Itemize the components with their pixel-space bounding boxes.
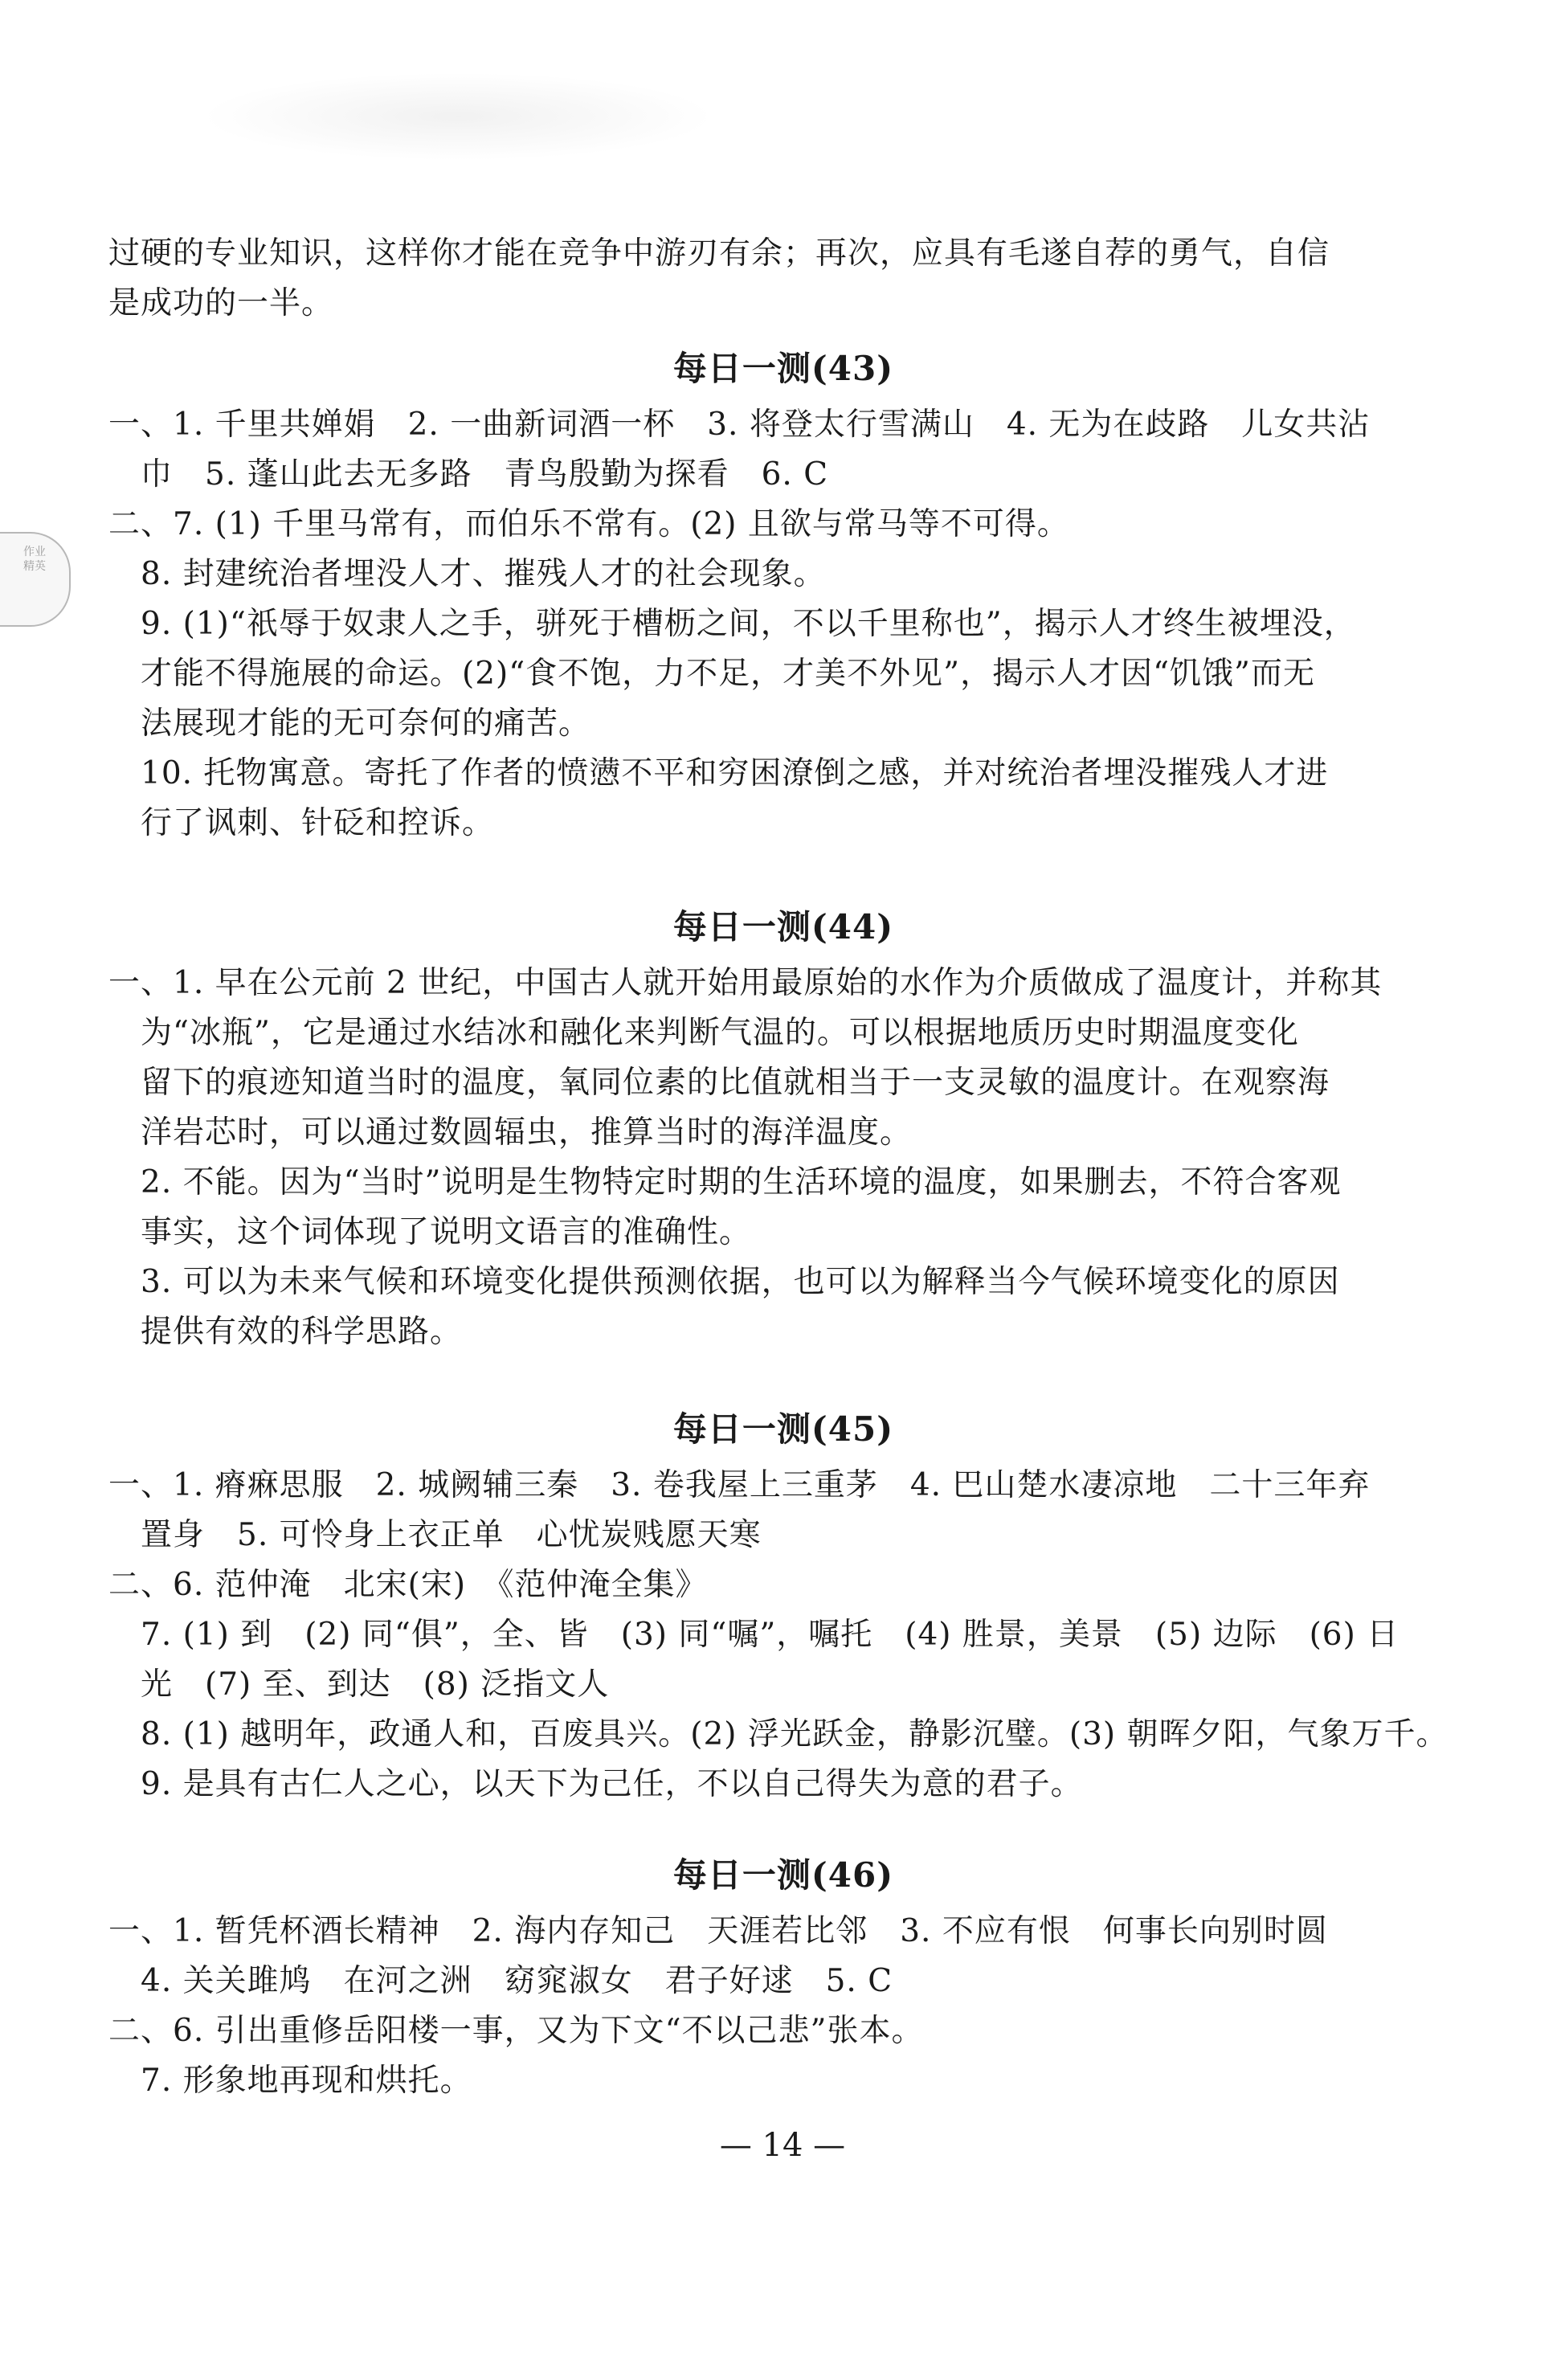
text-line: 7. (1) 到 (2) 同“俱”，全、皆 (3) 同“嘱”，嘱托 (4) 胜景，美景 (5) 边际 (6) 日 <box>108 1617 1400 1653</box>
text-line: 是成功的一半。 <box>108 285 334 321</box>
text-line: 8. (1) 越明年，政通人和，百废具兴。(2) 浮光跃金，静影沉璧。(3) 朝晖夕阳，气象万千。 <box>108 1716 1449 1752</box>
text-line: 事实，这个词体现了说明文语言的准确性。 <box>108 1214 752 1250</box>
text-line: 留下的痕迹知道当时的温度，氧同位素的比值就相当于一支灵敏的温度计。在观察海 <box>108 1065 1330 1101</box>
text-line: 法展现才能的无可奈何的痛苦。 <box>108 705 591 742</box>
page-number: — 14 — <box>719 2127 846 2164</box>
text-line: 才能不得施展的命运。(2)“食不饱，力不足，才美不外见”，揭示人才因“饥饿”而无 <box>108 656 1315 692</box>
text-line: 2. 不能。因为“当时”说明是生物特定时期的生活环境的温度，如果删去，不符合客观 <box>108 1164 1342 1200</box>
section-43 <box>108 337 1371 849</box>
text-line: 巾 5. 蓬山此去无多路 青鸟殷勤为探看 6. C <box>108 456 829 493</box>
text-line: 为“冰瓶”，它是通过水结冰和融化来判断气温的。可以根据地质历史时期温度变化 <box>108 1015 1299 1051</box>
text-line: 8. 封建统治者埋没人才、摧残人才的社会现象。 <box>108 556 826 592</box>
text-line: 二、7. (1) 千里马常有，而伯乐不常有。(2) 且欲与常马等不可得。 <box>108 506 1069 542</box>
section-title: 每日一测(46) <box>672 1855 894 1895</box>
text-line: 行了讽刺、针砭和控诉。 <box>108 805 495 841</box>
stamp-line: 作业 <box>23 546 46 558</box>
text-line: 光 (7) 至、到达 (8) 泛指文人 <box>108 1666 610 1703</box>
text-line: 一、1. 早在公元前 2 世纪，中国古人就开始用最原始的水作为介质做成了温度计，并称其 <box>108 965 1383 1001</box>
text-line: 过硬的专业知识，这样你才能在竞争中游刃有余；再次，应具有毛遂自荐的勇气，自信 <box>108 235 1330 272</box>
section-46 <box>108 1844 1354 2106</box>
section-title: 每日一测(45) <box>672 1409 894 1449</box>
text-line: 置身 5. 可怜身上衣正单 心忧炭贱愿天寒 <box>108 1517 762 1553</box>
text-line: 一、1. 暂凭杯酒长精神 2. 海内存知己 天涯若比邻 3. 不应有恨 何事长向别时圆 <box>108 1913 1328 1949</box>
section-title: 每日一测(44) <box>672 907 894 947</box>
text-line: 一、1. 瘠痳思服 2. 城阙辅三秦 3. 卷我屋上三重茅 4. 巴山楚水凄凉地 二十三年弃 <box>108 1467 1371 1503</box>
text-line: 9. 是具有古仁人之心，以天下为己任，不以自己得失为意的君子。 <box>108 1766 1083 1802</box>
text-line: 3. 可以为未来气候和环境变化提供预测依据，也可以为解释当今气候环境变化的原因 <box>108 1264 1340 1300</box>
intro-paragraph <box>108 229 1354 329</box>
text-line: 洋岩芯时，可以通过数圆辐虫，推算当时的海洋温度。 <box>108 1114 913 1151</box>
section-44 <box>108 896 1383 1357</box>
text-line: 9. (1)“祇辱于奴隶人之手，骈死于槽枥之间，不以千里称也”，揭示人才终生被埋没， <box>108 606 1356 642</box>
text-line: 4. 关关雎鸠 在河之洲 窈窕淑女 君子好逑 5. C <box>108 1963 893 1999</box>
text-line: 一、1. 千里共婵娟 2. 一曲新词酒一杯 3. 将登太行雪满山 4. 无为在歧路 儿女共沾 <box>108 407 1371 443</box>
section-title: 每日一测(43) <box>672 349 894 388</box>
scan-smudge <box>201 72 715 161</box>
text-line: 二、6. 引出重修岳阳楼一事，又为下文“不以己悲”张本。 <box>108 2013 924 2049</box>
watermark-stamp <box>0 532 71 627</box>
text-line: 二、6. 范仲淹 北宋(宋) 《范仲淹全集》 <box>108 1567 708 1603</box>
stamp-line: 精英 <box>23 560 46 573</box>
section-45 <box>108 1398 1449 1810</box>
text-line: 7. 形象地再现和烘托。 <box>108 2063 472 2099</box>
text-line: 提供有效的科学思路。 <box>108 1314 463 1350</box>
text-line: 10. 托物寓意。寄托了作者的愤懑不平和穷困潦倒之感，并对统治者埋没摧残人才进 <box>108 755 1329 791</box>
